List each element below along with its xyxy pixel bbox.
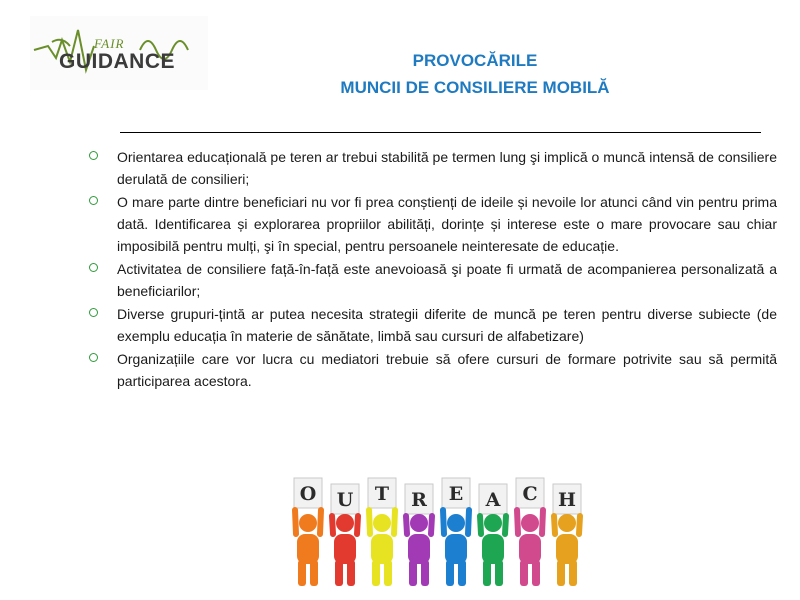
figure-leg bbox=[495, 560, 503, 586]
hollow-circle-bullet-icon bbox=[89, 196, 98, 205]
figure-arm bbox=[480, 516, 481, 534]
figure-leg bbox=[446, 560, 454, 586]
figure-body bbox=[445, 534, 467, 564]
figure-arm bbox=[579, 516, 580, 534]
outreach-figure bbox=[331, 484, 359, 586]
letter-card-text: E bbox=[448, 483, 464, 505]
bullet-item bbox=[88, 258, 777, 302]
title-divider bbox=[120, 132, 761, 133]
outreach-figure bbox=[442, 478, 470, 586]
figure-head bbox=[299, 514, 317, 532]
figure-body bbox=[371, 534, 393, 564]
letter-card-text: C bbox=[522, 483, 538, 505]
bullet-item bbox=[88, 303, 777, 347]
fair-guidance-logo bbox=[30, 16, 208, 90]
figure-arm bbox=[406, 516, 407, 534]
hollow-circle-bullet-icon bbox=[89, 151, 98, 160]
figure-leg bbox=[384, 560, 392, 586]
figure-leg bbox=[421, 560, 429, 586]
figure-head bbox=[373, 514, 391, 532]
hollow-circle-bullet-icon bbox=[89, 263, 98, 272]
hollow-circle-bullet-icon bbox=[89, 353, 98, 362]
figure-arm bbox=[431, 516, 432, 534]
figure-leg bbox=[310, 560, 318, 586]
outreach-figure bbox=[368, 478, 396, 586]
figure-body bbox=[334, 534, 356, 564]
bullet-item bbox=[88, 348, 777, 392]
figure-leg bbox=[335, 560, 343, 586]
figure-arm bbox=[505, 516, 506, 534]
hollow-circle-bullet-icon bbox=[89, 308, 98, 317]
outreach-figure bbox=[516, 478, 544, 586]
figure-arm bbox=[443, 510, 444, 534]
logo-text-guidance: GUIDANCE bbox=[59, 50, 176, 73]
figure-leg bbox=[532, 560, 540, 586]
figure-body bbox=[519, 534, 541, 564]
figure-arm bbox=[468, 510, 469, 534]
bullet-text: Diverse grupuri-țintă ar putea necesita strategii diferite de muncă pe teren pentru diverse subiecte (de exemplu educația în materie de sănătate, limbă sau cursuri de alfabetizare) bbox=[117, 306, 777, 344]
slide-title-line1: PROVOCĂRILE bbox=[412, 51, 538, 70]
figure-body bbox=[408, 534, 430, 564]
figure-arm bbox=[369, 510, 370, 534]
logo-text-fair: FAIR bbox=[94, 36, 125, 51]
letter-card-text: R bbox=[411, 489, 427, 511]
bullet-item bbox=[88, 146, 777, 190]
figure-arm bbox=[357, 516, 358, 534]
bullet-text: Orientarea educațională pe teren ar trebui stabilită pe termen lung şi implică o muncă intensă de consiliere derulată de consilieri; bbox=[117, 149, 777, 187]
letter-card-text: H bbox=[558, 489, 576, 511]
figure-leg bbox=[409, 560, 417, 586]
letter-card-text: A bbox=[485, 489, 501, 511]
figure-head bbox=[558, 514, 576, 532]
figure-body bbox=[482, 534, 504, 564]
slide-title bbox=[290, 47, 660, 101]
outreach-figure bbox=[405, 484, 433, 586]
outreach-illustration bbox=[282, 470, 592, 598]
figure-head bbox=[410, 514, 428, 532]
figure-leg bbox=[372, 560, 380, 586]
figure-arm bbox=[517, 510, 518, 534]
outreach-figure bbox=[294, 478, 322, 586]
bullet-list bbox=[88, 146, 777, 393]
figure-head bbox=[447, 514, 465, 532]
figure-head bbox=[336, 514, 354, 532]
bullet-text: Organizațiile care vor lucra cu mediatori trebuie să ofere cursuri de formare potrivite sau să permită participarea acestora. bbox=[117, 351, 777, 389]
figure-arm bbox=[332, 516, 333, 534]
slide-title-line2: MUNCII DE CONSILIERE MOBILĂ bbox=[340, 78, 610, 97]
figure-leg bbox=[458, 560, 466, 586]
figure-body bbox=[297, 534, 319, 564]
bullet-text: Activitatea de consiliere față-în-față este anevoioasă şi poate fi urmată de acompanierea personalizată a beneficiarilor; bbox=[117, 261, 777, 299]
letter-card-text: O bbox=[299, 483, 317, 505]
figure-leg bbox=[483, 560, 491, 586]
figure-arm bbox=[554, 516, 555, 534]
figure-body bbox=[556, 534, 578, 564]
figure-arm bbox=[320, 510, 321, 534]
figure-leg bbox=[298, 560, 306, 586]
outreach-figure bbox=[479, 484, 507, 586]
letter-card-text: T bbox=[374, 483, 390, 505]
figure-head bbox=[521, 514, 539, 532]
figure-arm bbox=[542, 510, 543, 534]
figure-leg bbox=[520, 560, 528, 586]
letter-card-text: U bbox=[336, 489, 354, 511]
outreach-figure bbox=[553, 484, 581, 586]
figure-arm bbox=[295, 510, 296, 534]
bullet-text: O mare parte dintre beneficiari nu vor fi prea conștienți de ideile și nevoile lor atunci când vin pentru prima dată. Identificarea și explorarea propriilor abilități, dorințe și interese este o mare provocare sau chiar imposibilă pentru mulți, şi în special, pentru persoanele neinteresate de educație. bbox=[117, 194, 777, 254]
figure-leg bbox=[347, 560, 355, 586]
figure-head bbox=[484, 514, 502, 532]
figure-leg bbox=[569, 560, 577, 586]
figure-leg bbox=[557, 560, 565, 586]
figure-arm bbox=[394, 510, 395, 534]
bullet-item bbox=[88, 191, 777, 257]
